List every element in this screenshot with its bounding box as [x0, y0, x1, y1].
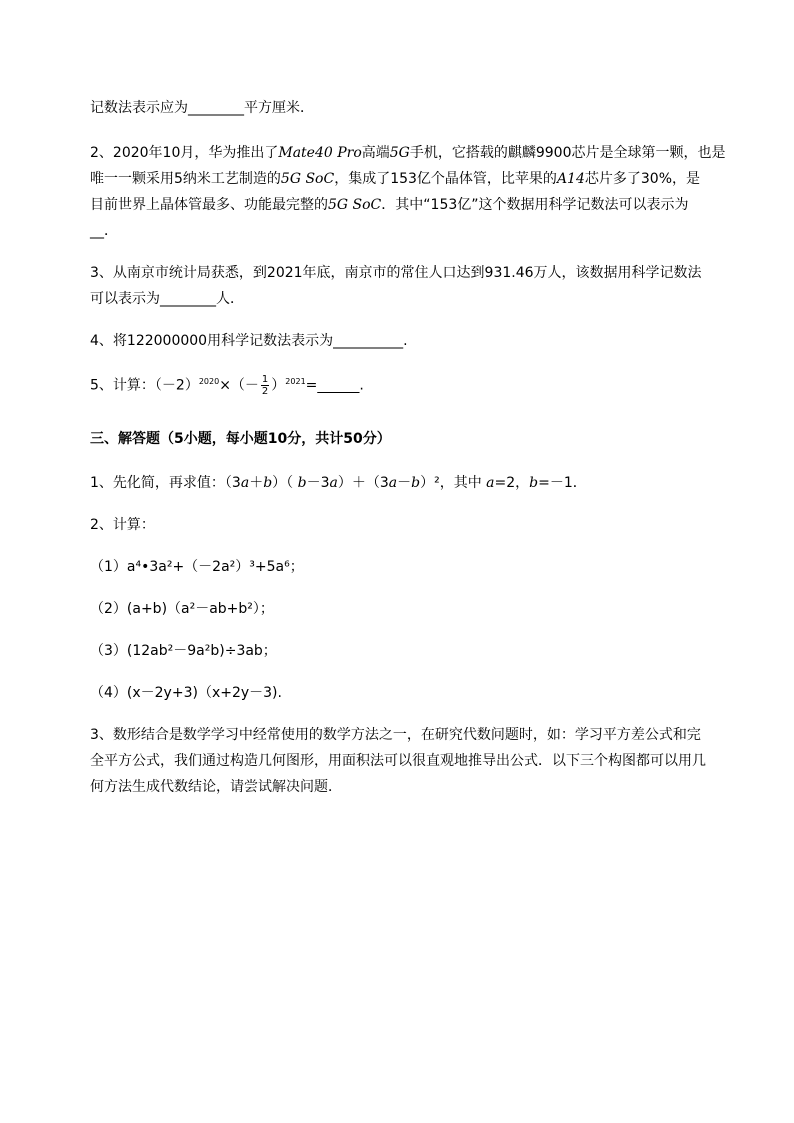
solve-question-2-item-4: （4）(x－2y+3)（x+2y－3).	[90, 685, 282, 701]
q2-text-a: 2、2020年10月，华为推出了	[90, 145, 279, 161]
solve-question-1	[90, 472, 587, 492]
sq1-mid4: －	[397, 475, 412, 491]
q5-exp2: 2021	[285, 376, 306, 386]
q5-prefix: 5、计算：（－2）	[90, 377, 199, 394]
q2-l2-soc: 5G SoC	[280, 171, 335, 187]
q2-l3-a: 目前世界上晶体管最多、功能最完整的	[90, 197, 328, 213]
solve-question-3-line-2: 全平方公式，我们通过构造几何图形，用面积法可以很直观地推导出公式．以下三个构图都可以用几	[90, 753, 706, 769]
q5-fraction	[261, 374, 269, 397]
sq1-mid2: －3	[306, 475, 330, 491]
q2-l3-soc: 5G SoC	[328, 197, 382, 213]
sq1-prefix: 1、先化简，再求值：（3	[90, 475, 241, 491]
solve-question-2-item-2: （2）(a+b)（a²－ab+b²）；	[90, 601, 274, 617]
solve-question-3-line-3: 何方法生成代数结论，请尝试解决问题．	[90, 779, 342, 795]
sq1-a: a	[240, 475, 250, 491]
solve-question-2-item-3: （3）(12ab²－9a²b)÷3ab；	[90, 643, 277, 659]
sq1-plus: ＋	[249, 475, 264, 491]
q2-l2-c: 芯片多了30%，是	[584, 171, 700, 187]
sq1-eq2: =－1．	[538, 475, 587, 491]
question-2-line-1	[90, 142, 726, 162]
q5-frac-num: 1	[261, 374, 269, 385]
intro-line: 记数法表示应为________平方厘米．	[90, 100, 314, 116]
q2-l2-chip: A14	[556, 171, 585, 187]
solve-question-2-title: 2、计算：	[90, 517, 155, 533]
q2-l2-a: 唯一一颗采用5纳米工艺制造的	[90, 171, 281, 187]
q2-l3-b: ．其中“153亿”这个数据用科学记数法可以表示为	[381, 197, 689, 213]
question-4-line: 4、将122000000用科学记数法表示为__________.	[90, 333, 408, 349]
question-5-line	[90, 374, 364, 397]
q5-exp1: 2020	[198, 376, 220, 386]
q5-close: ）	[271, 377, 286, 394]
sq1-mid1: ）（	[272, 475, 298, 491]
question-3-line-2: 可以表示为________人．	[90, 291, 244, 307]
q5-suffix: =______.	[305, 377, 364, 394]
sq1-a4: a	[486, 475, 495, 491]
question-2-line-4: __．	[90, 223, 118, 239]
q2-l2-b: ，集成了153亿个晶体管，比苹果的	[334, 171, 557, 187]
q2-text-b: 高端	[361, 145, 390, 161]
q2-model: Mate40 Pro	[278, 145, 362, 161]
sq1-a2: a	[329, 475, 338, 491]
solve-question-2-item-1: （1）a⁴•3a²+（－2a²）³+5a⁶；	[90, 559, 304, 575]
q2-text-c: 手机，它搭载的麒麟9900芯片是全球第一颗，也是	[409, 145, 726, 161]
sq1-mid5: ）²，其中	[420, 475, 487, 491]
question-2-line-3	[90, 194, 689, 214]
sq1-b: b	[263, 475, 273, 491]
sq1-b3: b	[411, 475, 421, 491]
question-2-line-2	[90, 168, 700, 188]
sq1-b4: b	[529, 475, 539, 491]
section-3-title: 三、解答题（5小题，每小题10分，共计50分）	[90, 431, 391, 447]
question-3-line-1: 3、从南京市统计局获悉，到2021年底，南京市的常住人口达到931.46万人，该数据用科学记数法	[90, 265, 702, 281]
sq1-a3: a	[388, 475, 398, 491]
q5-mid: ×（－	[219, 377, 259, 394]
sq1-b2: b	[297, 475, 307, 491]
q5-frac-den: 2	[261, 386, 269, 397]
sq1-eq1: =2，	[494, 475, 530, 491]
solve-question-3-line-1: 3、数形结合是数学学习中经常使用的数学方法之一，在研究代数问题时，如：学习平方差公式和完	[90, 727, 701, 743]
q2-5g: 5G	[389, 145, 410, 161]
sq1-mid3: ）＋（3	[337, 475, 389, 491]
